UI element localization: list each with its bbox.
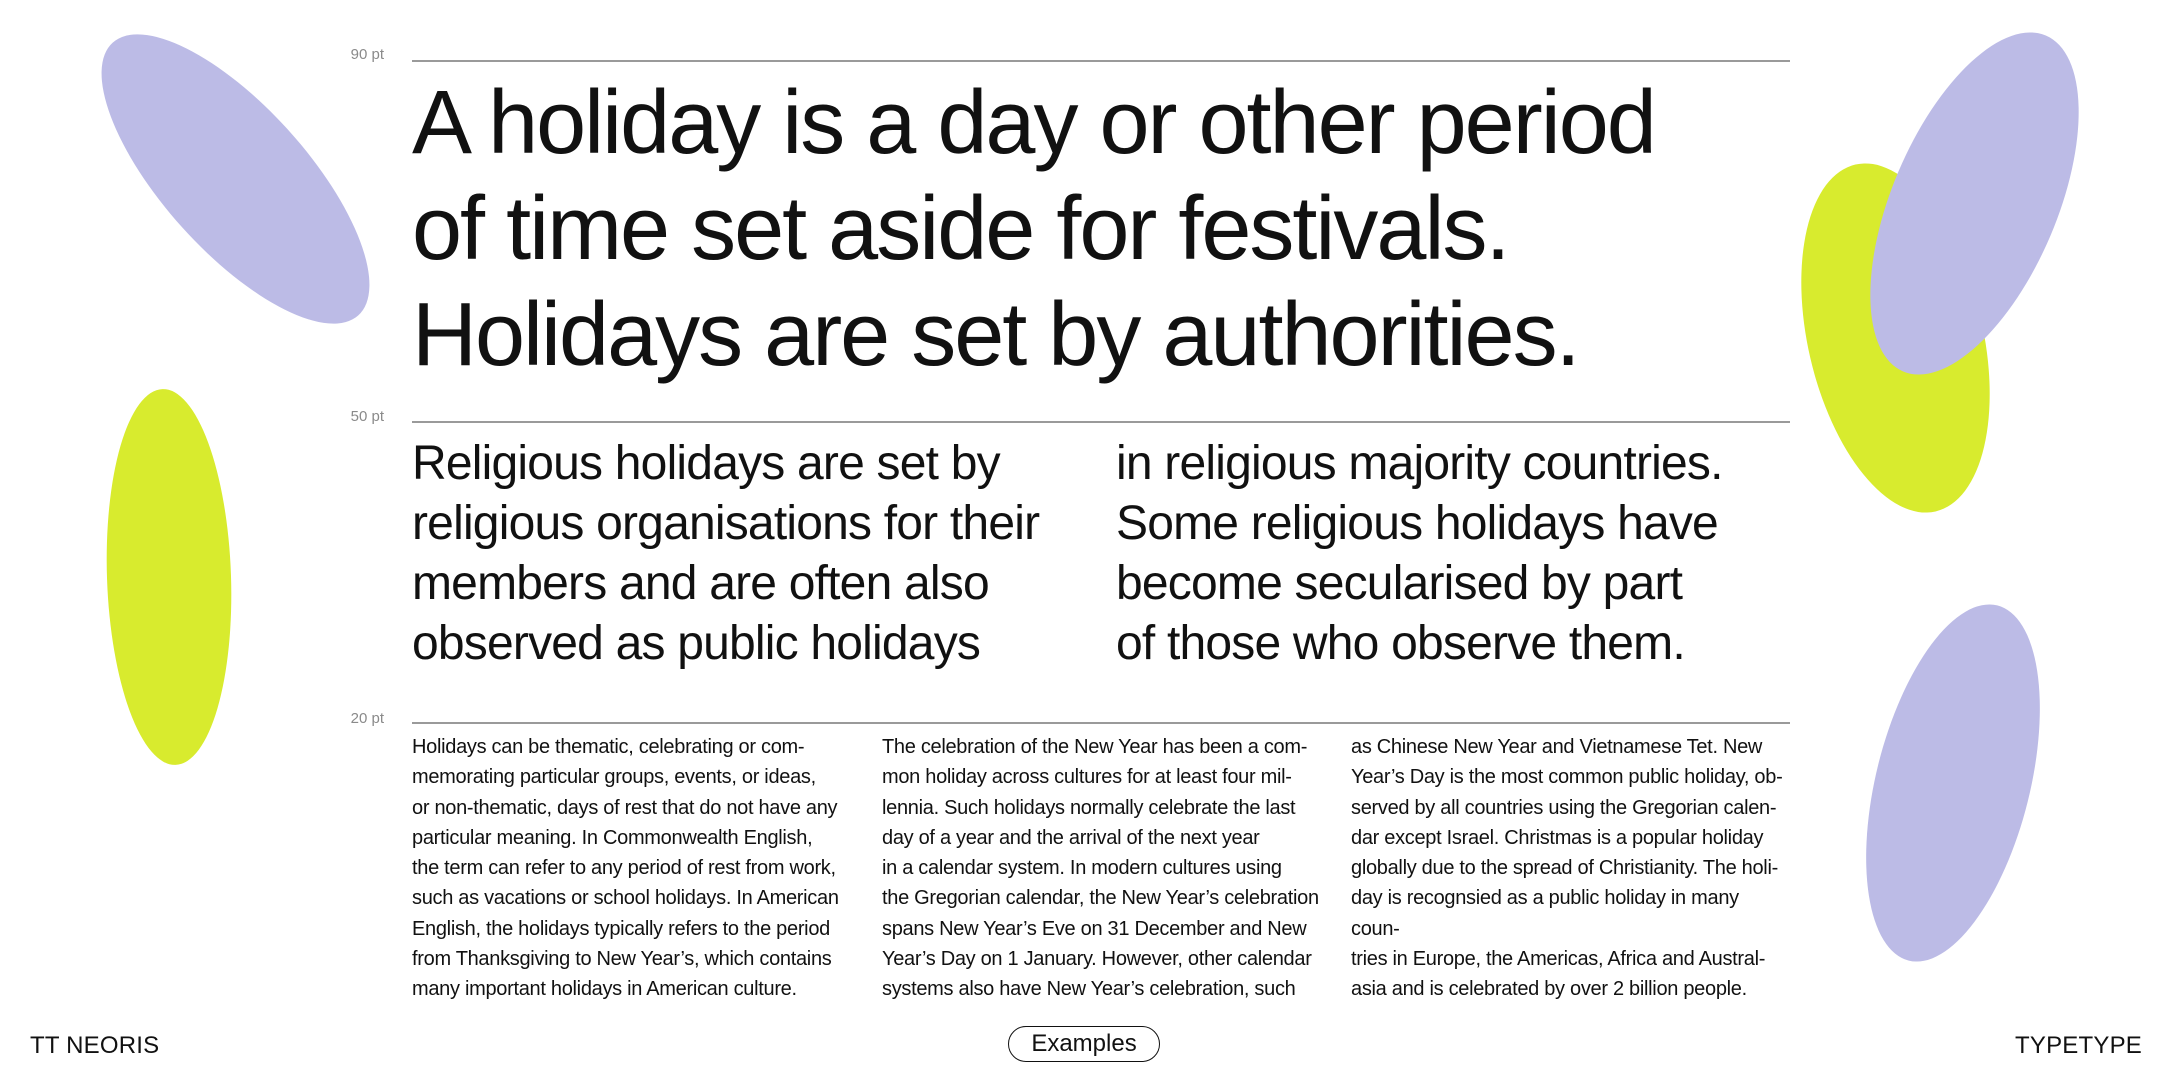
mid-line: Religious holidays are set by: [412, 437, 1000, 490]
body-line: the term can refer to any period of rest from work,: [412, 857, 836, 880]
size-label-20: 20 pt: [350, 710, 384, 727]
body-line: many important holidays in American culture.: [412, 978, 797, 1001]
body-line: globally due to the spread of Christianity. The holi-: [1351, 857, 1778, 880]
divider-50: [412, 421, 1790, 423]
mid-line: members and are often also: [412, 557, 989, 610]
mid-line: in religious majority countries.: [1116, 437, 1723, 490]
body-line: asia and is celebrated by over 2 billion people.: [1351, 978, 1747, 1001]
mid-specimen-left: [412, 434, 1092, 674]
divider-90: [412, 60, 1790, 62]
mid-line: observed as public holidays: [412, 617, 981, 670]
body-line: from Thanksgiving to New Year’s, which contains: [412, 948, 832, 971]
body-line: day of a year and the arrival of the next year: [882, 826, 1260, 849]
body-line: spans New Year’s Eve on 31 December and New: [882, 917, 1307, 940]
body-line: such as vacations or school holidays. In American: [412, 887, 839, 910]
body-line: dar except Israel. Christmas is a popular holiday: [1351, 826, 1764, 849]
body-line: as Chinese New Year and Vietnamese Tet. New: [1351, 736, 1763, 758]
body-line: day is recognsied as a public holiday in many coun-: [1351, 887, 1739, 940]
body-line: Year’s Day is the most common public holiday, ob-: [1351, 766, 1783, 789]
body-line: tries in Europe, the Americas, Africa and Austral-: [1351, 948, 1766, 971]
body-column-1: [412, 732, 852, 1005]
body-line: in a calendar system. In modern cultures using: [882, 857, 1282, 880]
size-label-90: 90 pt: [350, 46, 384, 63]
body-line: Year’s Day on 1 January. However, other calendar: [882, 948, 1312, 971]
mid-specimen-right: [1116, 434, 1796, 674]
hero-line: Holidays are set by authorities.: [412, 285, 1579, 385]
hero-line: A holiday is a day or other period: [412, 73, 1655, 173]
mid-line: become secularised by part: [1116, 557, 1683, 610]
hero-line: of time set aside for festivals.: [412, 179, 1509, 279]
examples-button[interactable]: Examples: [1008, 1026, 1160, 1062]
body-line: The celebration of the New Year has been a com-: [882, 736, 1308, 758]
body-column-3: [1351, 732, 1791, 1005]
body-line: English, the holidays typically refers to the period: [412, 917, 830, 940]
body-column-2: [882, 732, 1322, 1005]
lavender-ellipse-bottom-right: [1834, 587, 2072, 979]
body-line: or non-thematic, days of rest that do not have any: [412, 796, 838, 819]
body-line: systems also have New Year’s celebration, such: [882, 978, 1296, 1001]
divider-20: [412, 722, 1790, 724]
body-line: memorating particular groups, events, or ideas,: [412, 766, 816, 789]
body-line: served by all countries using the Gregorian calen-: [1351, 796, 1777, 819]
size-label-50: 50 pt: [350, 408, 384, 425]
body-line: lennia. Such holidays normally celebrate the last: [882, 796, 1296, 819]
font-name-label: TT NEORIS: [30, 1032, 160, 1059]
mid-line: Some religious holidays have: [1116, 497, 1718, 550]
body-line: Holidays can be thematic, celebrating or com-: [412, 736, 805, 758]
body-line: particular meaning. In Commonwealth English,: [412, 826, 813, 849]
mid-line: of those who observe them.: [1116, 617, 1685, 670]
mid-line: religious organisations for their: [412, 497, 1040, 550]
hero-specimen: [412, 70, 1792, 388]
body-line: mon holiday across cultures for at least four mil-: [882, 766, 1292, 789]
body-line: the Gregorian calendar, the New Year’s celebration: [882, 887, 1319, 910]
foundry-label: TYPETYPE: [2015, 1032, 2142, 1059]
